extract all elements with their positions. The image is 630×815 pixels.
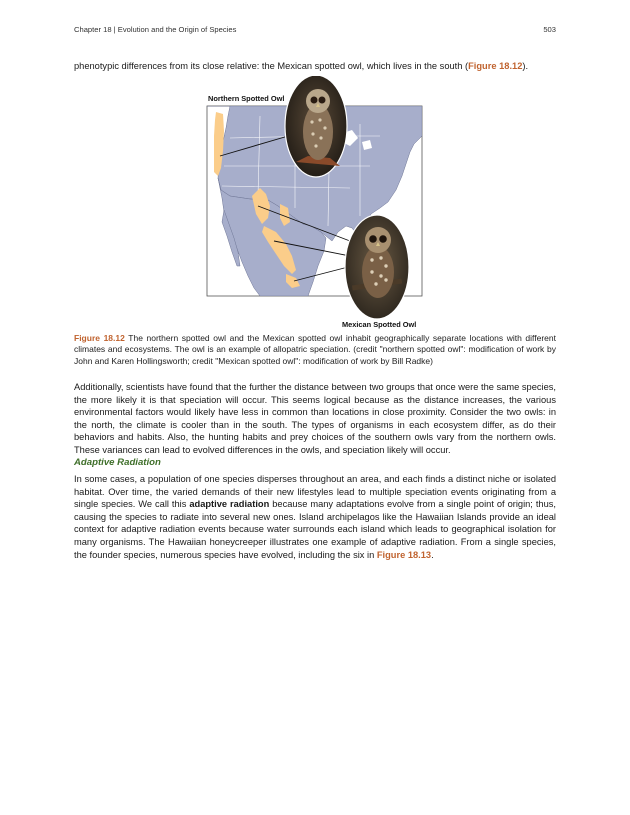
intro-paragraph: phenotypic differences from its close relative: the Mexican spotted owl, which lives in the south (Figure 18.12). [74, 61, 529, 71]
figure-caption: Figure 18.12 The northern spotted owl and the Mexican spotted owl inhabit geographically separate locations with different climates and ecosystems. The owl is an example of allopatric speciation. (credit "northern spotted owl": modification of work by John and Karen Hollingsworth; credit "Mexican spotted owl": modification of work by Bill Radke) [74, 333, 556, 366]
section-heading: Adaptive Radiation [74, 457, 161, 468]
body-paragraph-adaptive-radiation: In some cases, a population of one species disperses throughout an area, and each finds a distinct niche or isolated habitat. Over time, the varied demands of their new lifestyles lead to multiple speciation events originating from a single species. We call this adaptive radiation because many adaptations evolve from a single point of origin; thus, causing the species to radiate into several new ones. Island archipelagos like the Hawaiian Islands provide an ideal context for adaptive radiation events because water surrounds each island which leads to geographical isolation for many organisms. The Hawaiian honeycreeper illustrates one example of adaptive radiation. From a single species, the founder species, numerous species have evolved, including the six in Figure 18.13. [74, 474, 556, 560]
mexican-owl-photo [345, 215, 409, 319]
figure-number: Figure 18.12 [74, 333, 125, 343]
mexican-owl-label: Mexican Spotted Owl [342, 320, 417, 329]
owl-range-map [200, 76, 430, 334]
figure-reference-link[interactable]: Figure 18.13 [376, 549, 432, 560]
page-header [74, 25, 556, 34]
key-term: adaptive radiation [189, 499, 270, 510]
figure-18-12 [200, 76, 430, 334]
page-number: 503 [543, 25, 556, 34]
figure-reference-link[interactable]: Figure 18.12 [468, 61, 523, 71]
northern-owl-label: Northern Spotted Owl [208, 94, 285, 103]
northern-owl-photo [285, 76, 347, 177]
body-paragraph-distance: Additionally, scientists have found that the further the distance between two groups that once were the same species, the more likely it is that speciation will occur. This seems logical because as the distance increases, the various environmental factors would likely have less in common than locations in close proximity. Consider the two owls: in the north, the climate is cooler than in the south. The types of organisms in each ecosystem differ, as do their behaviors and habits. Also, the hunting habits and prey choices of the southern owls vary from the northern owls. These variances can lead to evolved differences in the owls, and speciation likely will occur. [74, 382, 556, 455]
chapter-title: Chapter 18 | Evolution and the Origin of Species [74, 25, 237, 34]
